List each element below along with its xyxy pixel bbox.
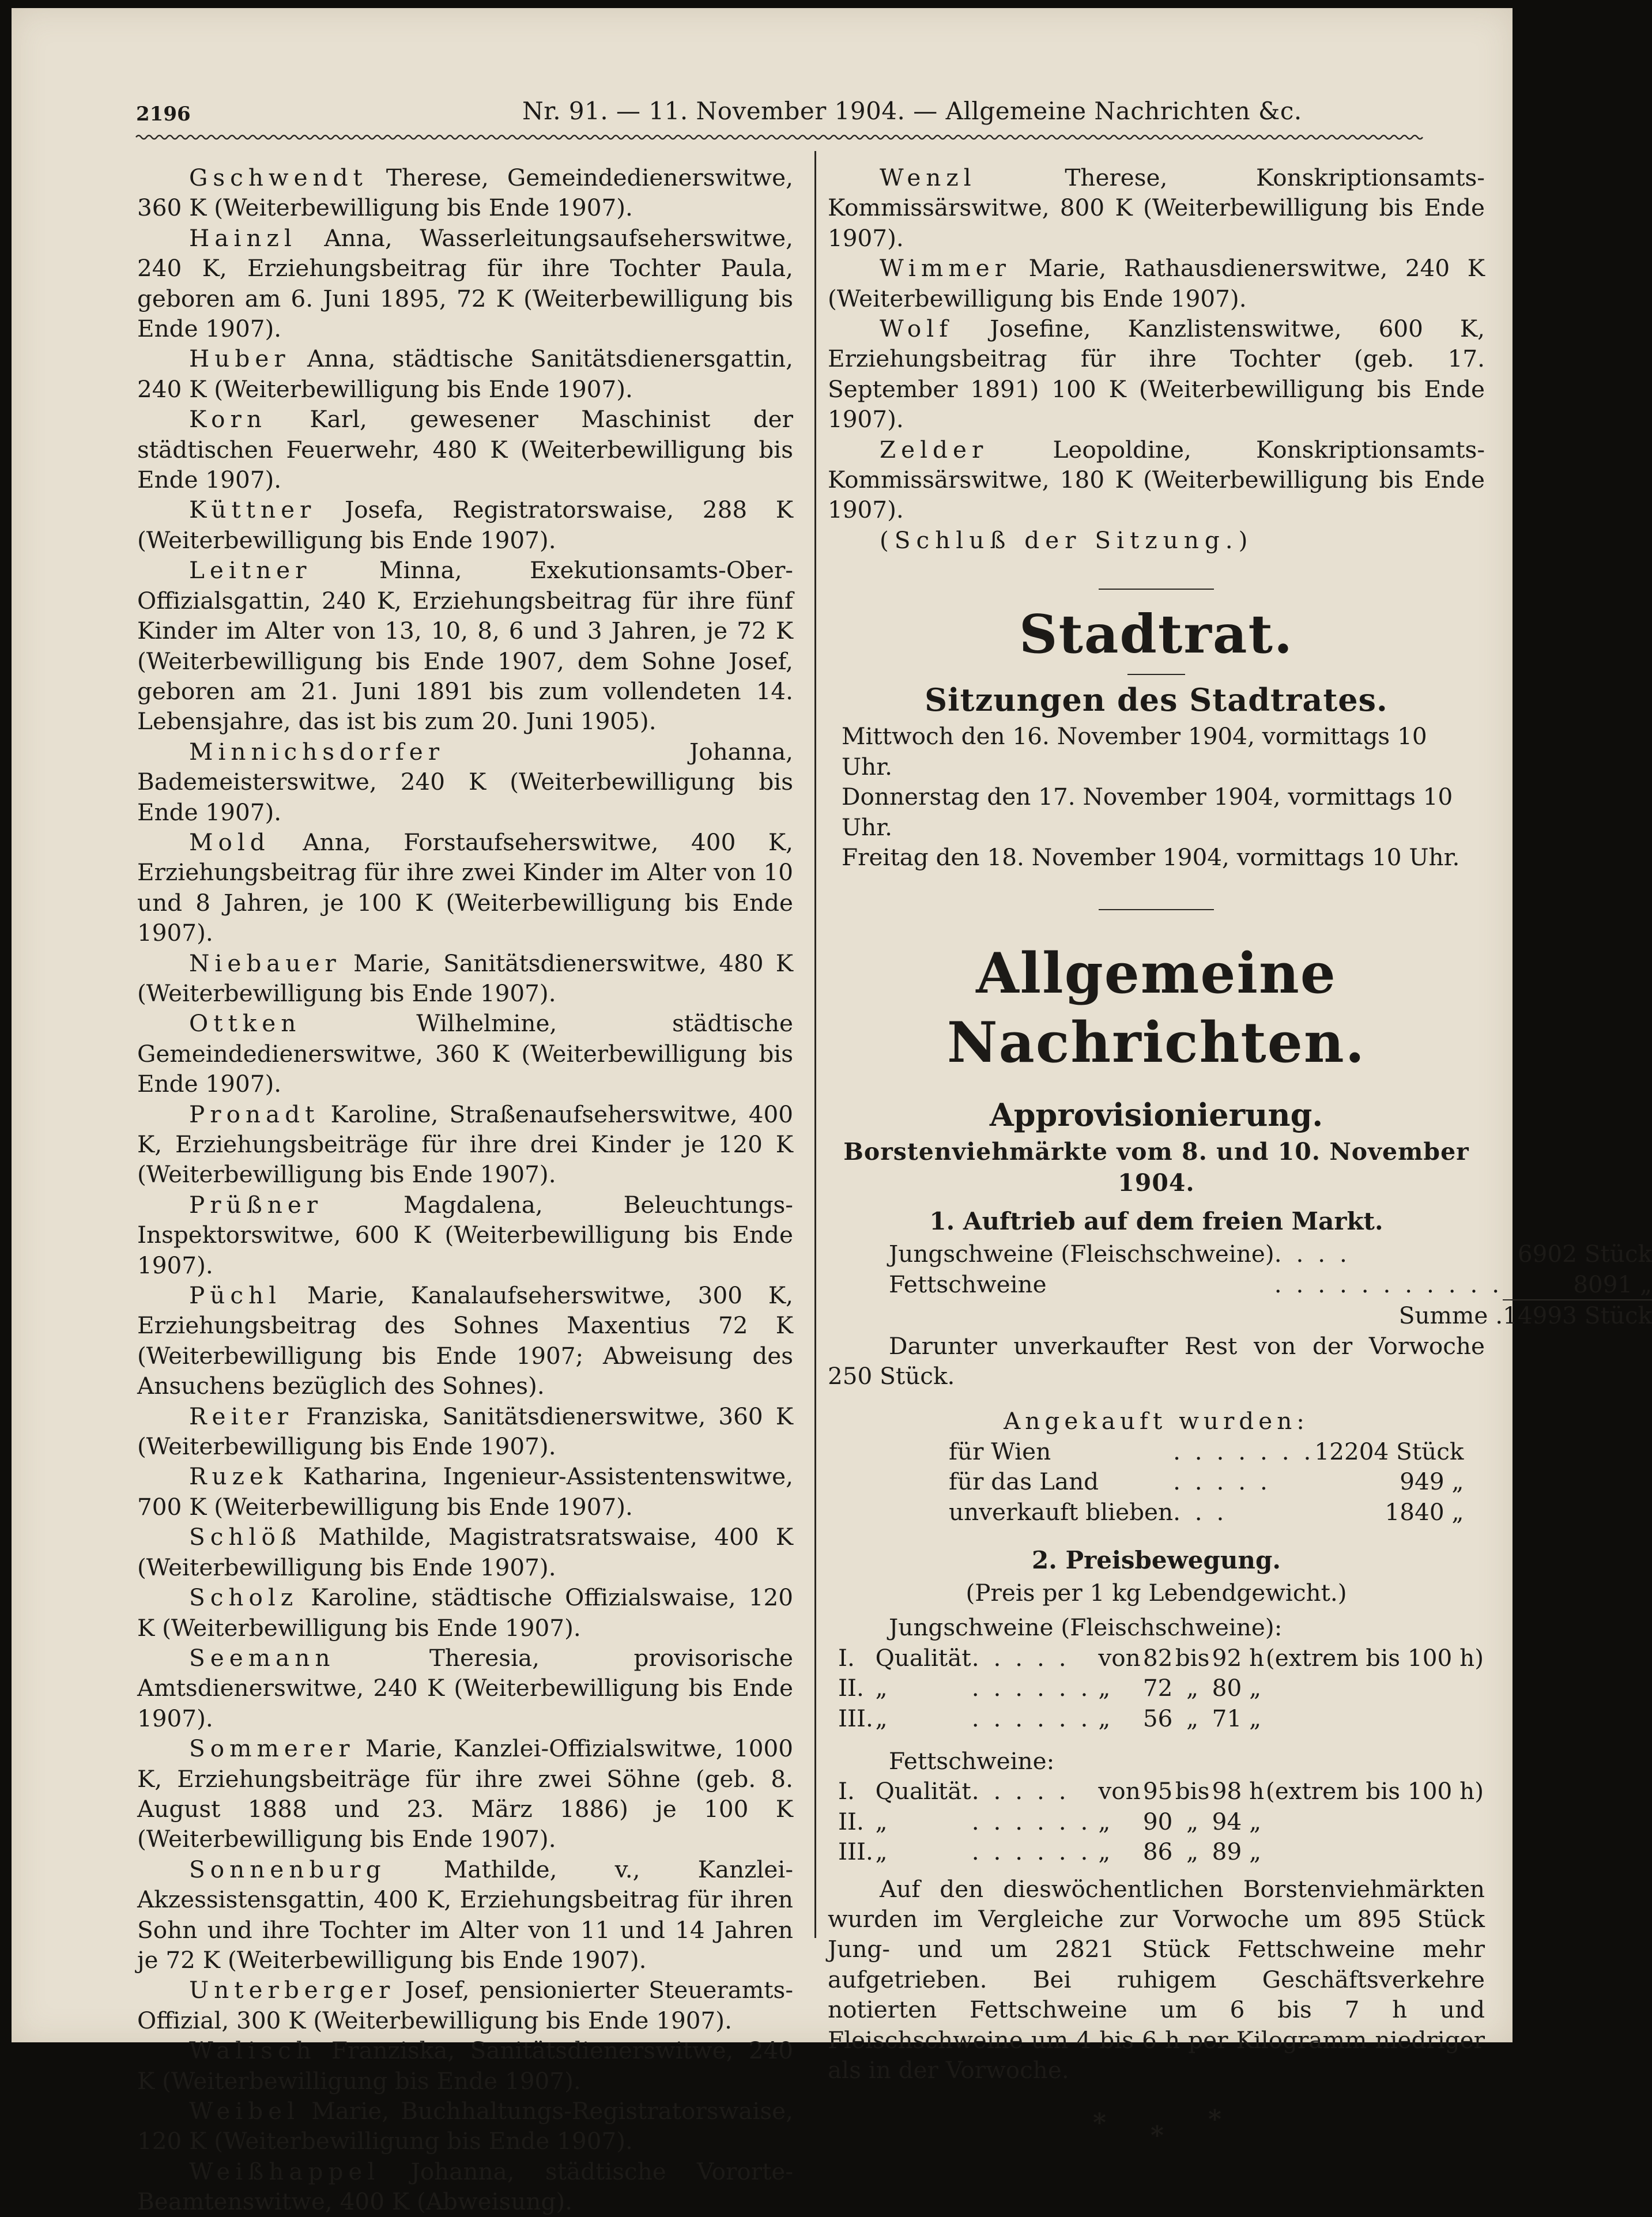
bought-value: 12204 Stück [1314,1437,1464,1465]
bought-label: unverkauft blieben [949,1498,1174,1526]
young-price-table [838,1643,1484,1733]
price-high: 92 h [1212,1643,1265,1672]
bought-dots: . . . . . . . [1173,1437,1315,1465]
fat-pigs-heading: Fettschweine: [889,1747,1055,1775]
entry-surname: Pronadt [189,1100,320,1128]
price-low: 82 [1142,1643,1173,1672]
stadtrat-heading: Stadtrat. [1019,603,1293,666]
supply-sum-row [889,1300,1652,1330]
supply-heading: 1. Auftrieb auf dem freien Markt. [929,1207,1383,1236]
price-class: II. [838,1807,864,1835]
pension-entry [137,1461,793,1522]
price-dots: . . . . . [971,1643,1070,1672]
pension-entry [137,1522,793,1582]
price-to: „ [1186,1807,1199,1835]
asterisk-mark: * [1208,2105,1222,2135]
price-dots: . . . . . . [971,1838,1092,1866]
entry-surname: Gschwendt [189,164,368,191]
entry-details: Theresia, provisorische Amtsdienerswitwe, 240 K (Weiterbewilligung bis Ende 1907). [137,1643,793,1732]
bought-table [949,1436,1464,1527]
supply-value: 6902 Stück [1517,1240,1652,1268]
market-summary: Auf den dieswöchentlichen Borstenviehmärkten wurden im Vergleiche zur Vorwoche um 895 Stück Jung- und um 2821 Stück Fettschweine mehr aufgetrieben. Bei ruhigem Geschäftsverkehre notierten Fettschweine um 6 bis 7 h und Fleischschweine um 4 bis 6 h per Kilogramm niedriger als in der Vorwoche. [828,1875,1485,2084]
price-class: III. [838,1704,873,1732]
entry-surname: Wolf [880,315,953,343]
entry-details: Karl, gewesener Maschinist der städtischen Feuerwehr, 480 K (Weiterbewilligung bis Ende 1907). [137,405,793,494]
entry-surname: Reiter [189,1402,294,1430]
price-row [838,1643,1484,1673]
price-row [838,1673,1484,1703]
pension-entry [137,223,793,344]
entry-surname: Prüßner [189,1190,323,1219]
pension-entry [137,555,793,736]
allgemeine-nachrichten-heading: Allgemeine Nachrichten. [946,941,1366,1076]
bought-row [949,1436,1464,1466]
entry-details: Anna, Forstaufseherswitwe, 400 K, Erziehungsbeitrag für ihre zwei Kinder im Alter von 10 und 8 Jahren, je 100 K (Weiterbewilligung bis Ende 1907). [137,828,794,947]
sitzungen-heading: Sitzungen des Stadtrates. [925,681,1388,719]
bought-label: für das Land [949,1468,1099,1496]
entry-surname: Zelder [880,435,989,463]
supply-row [889,1239,1652,1269]
price-high: 89 „ [1212,1838,1262,1866]
price-low: 56 [1142,1704,1173,1732]
entry-surname: Ottken [189,1009,301,1038]
price-low: 90 [1142,1807,1173,1835]
pension-entry [137,1280,793,1401]
entry-surname: Scholz [189,1583,299,1612]
price-to: „ [1186,1674,1199,1702]
entry-surname: Huber [189,345,291,373]
price-note: (Preis per 1 kg Lebendgewicht.) [965,1578,1347,1607]
market-title: Borstenviehmärkte vom 8. und 10. November 1904. [843,1138,1469,1197]
pension-entry [828,435,1485,525]
meeting-date-1: Mittwoch den 16. November 1904, vormittags 10 Uhr. [842,722,1427,781]
entry-surname: Sonnenburg [189,1855,386,1883]
entry-surname: Schlöß [189,1523,301,1551]
young-pigs-heading: Jungschweine (Fleischschweine): [889,1613,1283,1642]
price-label: „ [875,1704,888,1732]
entry-surname: Niebauer [189,949,341,977]
entry-surname: Leitner [189,556,312,585]
price-from: „ [1098,1807,1111,1835]
price-row [838,1776,1484,1806]
entry-details: Josef, pensionierter Steueramts-Offizial, 300 K (Weiterbewilligung bis Ende 1907). [137,1976,793,2034]
approvisionierung-heading: Approvisionierung. [989,1096,1323,1134]
supply-value: 8091 „ [1503,1269,1652,1300]
pension-entry [137,344,793,404]
entry-surname: Ruzek [189,1462,288,1491]
entry-details: Johanna, städtische Vororte-Beamtenswitwe, 400 K (Abweisung). [137,2157,793,2216]
pension-entry [137,2035,793,2096]
entry-surname: Küttner [189,496,316,524]
price-to: bis [1175,1643,1210,1672]
entry-details: Franziska, Sanitätsdienerswitwe, 240 K (Weiterbewilligung bis Ende 1907). [137,2037,793,2095]
entry-surname: Weißhappel [189,2157,380,2185]
price-to: „ [1186,1838,1199,1866]
pension-entry [828,253,1485,314]
price-class: I. [838,1777,855,1805]
price-low: 95 [1142,1777,1173,1805]
asterisk-mark: * [1151,2121,1164,2151]
sum-label: Summe . [1398,1301,1503,1329]
pension-entry [137,1190,793,1280]
pension-entry [137,1582,793,1643]
price-high: 98 h [1212,1777,1265,1805]
entry-details: Anna, Wasserleitungsaufseherswitwe, 240 K, Erziehungsbeitrag für ihre Tochter Paula, geboren am 6. Juni 1895, 72 K (Weiterbewilligung bis Ende 1907). [137,224,793,343]
pension-entry [137,2156,793,2217]
pension-entry [137,1975,793,2035]
pension-entry [137,1854,793,1975]
pension-entry [137,163,793,223]
entry-surname: Hainzl [189,224,297,252]
bought-value: 949 „ [1400,1468,1464,1496]
pension-entry [137,948,793,1009]
entry-details: Marie, Kanalaufseherswitwe, 300 K, Erziehungsbeitrag des Sohnes Maxentius 72 K (Weiterbewilligung bis Ende 1907; Abweisung des Ansuchens bezüglich des Sohnes). [137,1281,794,1400]
bought-label: für Wien [949,1437,1051,1465]
price-label: Qualität [875,1777,971,1805]
price-high: 80 „ [1212,1674,1262,1702]
entry-details: Magdalena, Beleuchtungs-Inspektorswitwe, 600 K (Weiterbewilligung bis Ende 1907). [137,1190,793,1279]
entry-surname: Mold [189,828,270,856]
entry-details: Katharina, Ingenieur-Assistentenswitwe, 700 K (Weiterbewilligung bis Ende 1907). [137,1462,794,1521]
entry-details: Anna, städtische Sanitätsdienersgattin, 240 K (Weiterbewilligung bis Ende 1907). [137,345,794,403]
supply-dots: . . . . . . . . . . . [1274,1270,1503,1299]
pension-entry [137,1099,793,1190]
asterisk-mark: * [1093,2108,1107,2138]
bought-row [949,1497,1464,1527]
price-from: „ [1098,1674,1111,1702]
unsold-note: Darunter unverkaufter Rest von der Vorwoche 250 Stück. [828,1332,1485,1390]
price-low: 72 [1142,1674,1173,1702]
price-low: 86 [1142,1838,1173,1866]
price-heading: 2. Preisbewegung. [1032,1545,1281,1574]
price-from: von [1098,1643,1141,1672]
page-header [136,90,1421,130]
pension-entry [828,163,1485,253]
supply-dots: . . . . [1274,1240,1351,1268]
price-extreme [1266,1807,1484,1837]
meeting-date-2: Donnerstag den 17. November 1904, vormittags 10 Uhr. [842,783,1453,841]
left-column [137,163,793,2217]
entry-surname: Püchl [189,1281,282,1310]
entry-details: Karoline, Straßenaufseherswitwe, 400 K, Erziehungsbeiträge für ihre drei Kinder je 120 K (Weiterbewilligung bis Ende 1907). [137,1100,793,1189]
entry-details: Mathilde, v., Kanzlei-Akzessistensgattin, 400 K, Erziehungsbeitrag für ihren Sohn und ihre Tochter im Alter von 11 und 14 Jahren je 72 K (Weiterbewilligung bis Ende 1907). [137,1855,793,1974]
meeting-date-3: Freitag den 18. November 1904, vormittags 10 Uhr. [842,843,1460,871]
price-class: I. [838,1643,855,1672]
price-label: „ [875,1838,888,1866]
entry-details: Josefa, Registratorswaise, 288 K (Weiterbewilligung bis Ende 1907). [137,496,793,554]
supply-table [889,1239,1652,1330]
entry-details: Marie, Buchhaltungs-Registratorswaise, 120 K (Weiterbewilligung bis Ende 1907). [137,2097,793,2155]
entry-surname: Minnichsdorfer [189,737,445,766]
entry-surname: Wenzl [880,164,976,191]
bought-heading: Angekauft wurden: [1004,1407,1309,1435]
price-to: „ [1186,1704,1199,1732]
price-high: 71 „ [1212,1704,1262,1732]
entry-details: Marie, Rathausdienerswitwe, 240 K (Weiterbewilligung bis Ende 1907). [828,254,1485,312]
entry-details: Therese, Gemeindedienerswitwe, 360 K (Weiterbewilligung bis Ende 1907). [137,164,793,222]
price-class: III. [838,1838,873,1866]
entry-details: Mathilde, Magistratsratswaise, 400 K (Weiterbewilligung bis Ende 1907). [137,1523,793,1581]
price-extreme: (extrem bis 100 h) [1265,1777,1484,1805]
right-column [828,163,1652,2151]
header-wavy-rule [136,133,1421,142]
end-ornament [828,2085,1485,2151]
price-from: „ [1098,1838,1111,1866]
entry-surname: Korn [189,405,267,433]
price-dots: . . . . . . [971,1704,1092,1732]
price-label: „ [875,1674,888,1702]
entry-details: Marie, Sanitätsdienerswitwe, 480 K (Weiterbewilligung bis Ende 1907). [137,949,793,1007]
price-dots: . . . . . [971,1777,1070,1805]
entry-surname: Unterberger [189,1976,395,2004]
bought-dots: . . . [1173,1498,1228,1526]
supply-label: Fettschweine [889,1270,1047,1299]
price-row [838,1703,1484,1733]
pension-entry [137,827,793,948]
pension-list-left [137,163,793,2217]
price-extreme [1266,1703,1484,1733]
entry-surname: Wimmer [880,254,1012,282]
pension-entry [137,495,793,555]
session-closing: (Schluß der Sitzung.) [880,526,1254,554]
pension-entry [137,1401,793,1462]
pension-entry [828,314,1485,435]
entry-details: Karoline, städtische Offizialswaise, 120 K (Weiterbewilligung bis Ende 1907). [137,1583,793,1642]
price-dots: . . . . . . [971,1807,1092,1835]
supply-label: Jungschweine (Fleischschweine) [889,1240,1274,1268]
fat-price-table [838,1776,1484,1867]
price-label: Qualität [875,1643,971,1672]
pension-entry [137,737,793,827]
price-class: II. [838,1674,864,1702]
bought-dots: . . . . . [1173,1468,1271,1496]
supply-row [889,1269,1652,1300]
bought-row [949,1466,1464,1496]
entry-surname: Weibel [189,2097,300,2125]
price-to: bis [1175,1777,1210,1805]
price-row [838,1807,1484,1837]
price-high: 94 „ [1212,1807,1262,1835]
entry-details: Franziska, Sanitätsdienerswitwe, 360 K (Weiterbewilligung bis Ende 1907). [137,1402,794,1461]
pension-list-right [828,163,1485,525]
price-label: „ [875,1807,888,1835]
price-row [838,1837,1484,1867]
entry-surname: Seemann [189,1643,335,1672]
header-title: Nr. 91. — 11. November 1904. — Allgemeine Nachrichten &c. [522,97,1302,125]
bought-value: 1840 „ [1385,1498,1464,1526]
entry-surname: Sommerer [189,1735,355,1763]
entry-details: Josefine, Kanzlistenswitwe, 600 K, Erziehungsbeitrag für ihre Tochter (geb. 17. September 1891) 100 K (Weiterbewilligung bis Ende 1907). [828,315,1485,433]
entry-details: Therese, Konskriptionsamts-Kommissärswitwe, 800 K (Weiterbewilligung bis Ende 1907). [828,164,1485,252]
column-divider [814,151,816,1938]
pension-entry [137,2096,793,2156]
entry-details: Leopoldine, Konskriptionsamts-Kommissärswitwe, 180 K (Weiterbewilligung bis Ende 1907). [828,435,1485,524]
pension-entry [137,1733,793,1854]
pension-entry [137,1008,793,1099]
entry-details: Wilhelmine, städtische Gemeindedienerswitwe, 360 K (Weiterbewilligung bis Ende 1907). [137,1009,793,1098]
pension-entry [137,404,793,495]
entry-surname: Walisch [189,2037,316,2065]
price-from: von [1098,1777,1141,1805]
pension-entry [137,1643,793,1733]
page-number: 2196 [136,103,191,126]
price-dots: . . . . . . [971,1674,1092,1702]
sum-value: 14993 Stück [1503,1302,1652,1330]
entry-details: Marie, Kanzlei-Offizialswitwe, 1000 K, Erziehungsbeiträge für ihre zwei Söhne (geb. 8. August 1888 und 23. März 1886) je 100 K (Weiterbewilligung bis Ende 1907). [137,1735,793,1853]
price-extreme [1266,1673,1484,1703]
entry-details: Minna, Exekutionsamts-Ober-Offizialsgattin, 240 K, Erziehungsbeitrag für ihre fünf Kinder im Alter von 13, 10, 8, 6 und 3 Jahren, je 72 K (Weiterbewilligung bis Ende 1907, dem Sohne Josef, geboren am 21. Juni 1891 bis zum vollendeten 14. Lebensjahre, das ist bis zum 20. Juni 1905). [137,556,793,736]
price-from: „ [1098,1704,1111,1732]
price-extreme: (extrem bis 100 h) [1265,1643,1484,1672]
price-extreme [1266,1837,1484,1867]
entry-details: Johanna, Bademeisterswitwe, 240 K (Weiterbewilligung bis Ende 1907). [137,737,793,826]
